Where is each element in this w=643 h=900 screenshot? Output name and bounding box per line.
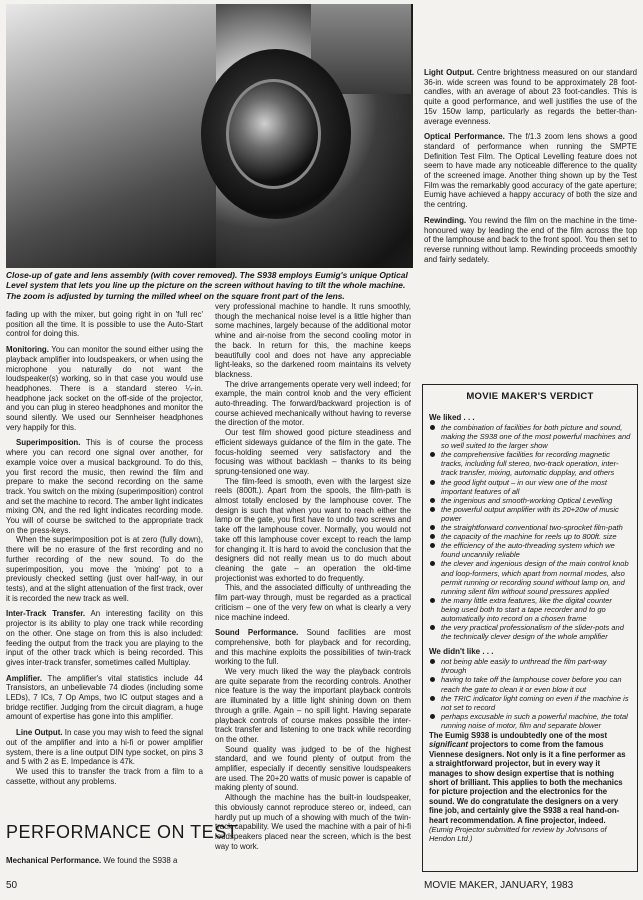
- bullet-icon: [430, 452, 435, 457]
- rewinding-paragraph: Rewinding. You rewind the film on the machine in the time-honoured way by leading the end of the film across the top of the lamphouse and back to the front spool. You then set to reverse running without lamp. Rewinding proceeds smoothly and fairly sedately.: [424, 215, 637, 264]
- liked-item: the good light output – in our view one of the most important features of all: [429, 478, 631, 496]
- col2-paragraph-5: This, and the associated difficulty of unthreading the film part-way through, must be regarded as a practical criticism – one of the very few on what is clearly a very nice machine indeed.: [215, 583, 411, 622]
- line-output-paragraph: Line Output. In case you may wish to feed the signal out of the amplifier and into a hi-fi or power amplifier system, there is a line output DIN type socket, on pins 3 and 5 with 2 as E. Impedance is 47k.: [6, 728, 203, 767]
- monitoring-paragraph: Monitoring. You can monitor the sound either using the playback amplifier into loudspeakers, or when using the microphone you naturally do not want the loudspeaker(s) working, so in that case you would use headphones. There is a standard stereo ¼-in. headphone jack socket on the off-side of the projector, and you can plug in stereo headphones and monitor the sound silently. We used our Sennheiser headphones very happily for this.: [6, 345, 203, 432]
- monitoring-heading: Monitoring.: [6, 345, 49, 355]
- bullet-icon: [430, 480, 435, 485]
- projector-photo: [6, 4, 413, 268]
- col2-paragraph-4: The film-feed is smooth, even with the largest size reels (800ft.). Apart from the spools, the film-path is almost totally enclosed by the lamphouse cover. The design is such that when you want to reach either the lamp or the gate, you first have to undo two screws and take off the lamphouse cover. Normally, you would not take off this lamphouse cover except to reach the lamp for changing it. It is hard to avoid the conclusion that the designers did not really mean us to do much about cleaning the gate – an operation the old-time projectionist was exhorted to do frequently.: [215, 476, 411, 583]
- projector-body: [6, 4, 216, 268]
- disliked-item: having to take off the lamphouse cover before you can reach the gate to clean it or even blow it out: [429, 675, 631, 693]
- liked-list: [429, 423, 631, 641]
- verdict-box: [422, 384, 638, 872]
- disliked-item: perhaps excusable in such a powerful machine, the total running noise of motor, film and separate blower: [429, 712, 631, 730]
- lens-glass: [226, 79, 321, 189]
- liked-item: the straightforward conventional two-sprocket film-path: [429, 523, 631, 532]
- intertrack-heading: Inter-Track Transfer.: [6, 609, 86, 619]
- sound-heading: Sound Performance.: [215, 628, 299, 638]
- liked-item: the very practical professionalism of the slider-pots and the technically clever design of the whole amplifier: [429, 623, 631, 641]
- intro-paragraph: fading up with the mixer, but going right in on 'full rec' position all the time. It is possible to use the Auto-Start control for doing this.: [6, 310, 203, 339]
- verdict-credit: (Eumig Projector submitted for review by Johnsons of Hendon Ltd.): [429, 825, 607, 844]
- performance-heading: PERFORMANCE ON TEST: [6, 822, 239, 842]
- col2-paragraph-7: Sound quality was judged to be of the highest standard, and we found plenty of output from the amplifier, especially if decently sensitive loudspeakers are used. The 20+20 watts of music power is capable of making plenty of sound.: [215, 744, 411, 793]
- liked-item: the efficiency of the auto-threading system which we found uncannily reliable: [429, 541, 631, 559]
- light-output-heading: Light Output.: [424, 68, 475, 77]
- light-output-paragraph: Light Output. Centre brightness measured on our standard 36-in. wide screen was found to be approximately 28 foot-candles, with an average of about 23 foot-candles. This is quite a good performance, and well justifies the use of the 15v 150w lamp, particularly as regards the better-than-average evenness.: [424, 68, 637, 126]
- line-output-paragraph-2: We used this to transfer the track from a film to a cassette, without any problems.: [6, 766, 203, 786]
- disliked-item: the TRIC indicator light coming on even if the machine is not set to record: [429, 694, 631, 712]
- liked-heading: We liked . . .: [429, 413, 475, 422]
- col2-paragraph-8: Although the machine has the built-in loudspeaker, this obviously cannot reproduce stereo or, indeed, can hardly put up much of a showing with much of the twin-track capability. We used the machine with a pair of hi-fi loudspeakers placed near the screen, which is the best way to work.: [215, 793, 411, 851]
- bullet-icon: [430, 659, 435, 664]
- amplifier-heading: Amplifier.: [6, 673, 42, 683]
- liked-item: the clever and ingenious design of the main control knob and loop-formers, which apart from normal modes, also permit running or recording sound without lamp on, and running silent film without sound pressures applied: [429, 559, 631, 595]
- bullet-icon: [430, 507, 435, 512]
- disliked-item: not being able easily to unthread the film part-way through: [429, 657, 631, 675]
- bullet-icon: [430, 525, 435, 530]
- bullet-icon: [430, 425, 435, 430]
- sound-paragraph: Sound Performance. Sound facilities are most comprehensive, both for playback and for recording, and this machine exploits the possibilities of twin-track working to the full.: [215, 628, 412, 667]
- line-output-heading: Line Output.: [16, 728, 63, 738]
- amplifier-paragraph: Amplifier. The amplifier's vital statistics include 44 Transistors, an unbelievable 74 diodes (including some LEDs), 7 ICs, 7 Op Amps, two IC output stages and a bridge rectifier. Judging from the circuit diagram, a huge amount of expertise has gone into this amplifier.: [6, 673, 203, 722]
- liked-item: the comprehensive facilities for recording magnetic tracks, including full stereo, two-track operation, inter-track transfer, mixing, automatic dupplay, and others: [429, 450, 631, 477]
- optical-heading: Optical Performance.: [424, 132, 505, 142]
- optical-paragraph: Optical Performance. The f/1.3 zoom lens shows a good standard of performance when running the SMPTE Definition Test Film. The Optical Levelling feature does not seem to have made any noticeable difference to the quality of the screened image. Another thing shown up by the Test Film was the remarkably good accuracy of the gate aperture; Eumig have achieved a happy accuracy of both the size and the centring.: [424, 132, 637, 210]
- bullet-icon: [430, 625, 435, 630]
- liked-item: the ingenious and smooth-working Optical Levelling: [429, 496, 631, 505]
- bullet-icon: [430, 561, 435, 566]
- bullet-icon: [430, 598, 435, 603]
- liked-item: the powerful output amplifier with its 20+20w of music power: [429, 505, 631, 523]
- col2-paragraph-3: Our test film showed good picture steadiness and efficient sideways guidance of the film in the gate. The focus-holding seemed very satisfactory and the focusing was without backlash – thanks to its being sprung-tensioned one way.: [215, 428, 411, 476]
- bullet-icon: [430, 677, 435, 682]
- intertrack-paragraph: Inter-Track Transfer. An interesting facility on this projector is its ability to play one track while recording on the other. One stage on from this is also included: feeding the output from the track you are playing to the input of the other track which is being recorded. This gives inter-track transfer, sometimes called Multiplay.: [6, 609, 204, 667]
- liked-item: the capacity of the machine for reels up to 800ft. size: [429, 532, 631, 541]
- bullet-icon: [430, 534, 435, 539]
- disliked-list: [429, 657, 631, 730]
- bullet-icon: [430, 498, 435, 503]
- superimposition-paragraph-2: When the superimposition pot is at zero (fully down), there will be no erasure of the first recording and no further recording of the new sound. To do the superimposition, you move the 'mixing' pot to a previously checked setting (just over half-way, in our tests), and at the slight attenuation of the first track, over it is recorded the new track as well.: [6, 535, 203, 603]
- bullet-icon: [430, 696, 435, 701]
- page-number: 50: [6, 880, 18, 891]
- column-1: [6, 310, 203, 792]
- rewinding-heading: Rewinding.: [424, 215, 467, 225]
- mechanical-heading: Mechanical Performance.: [6, 856, 102, 865]
- column-3: [424, 68, 637, 270]
- bullet-icon: [430, 543, 435, 548]
- liked-item: the many little extra features, like the digital counter being used both to start a tape recorder and to go automatically into record on a chosen frame: [429, 596, 631, 623]
- superimposition-heading: Superimposition.: [16, 438, 81, 448]
- magazine-footer: MOVIE MAKER, JANUARY, 1983: [424, 880, 574, 891]
- liked-item: the combination of facilities for both picture and sound, making the S938 one of the most powerful machines and so well suited to the larger show: [429, 423, 631, 450]
- superimposition-paragraph: Superimposition. This is of course the process where you can record one signal over another, for example voice over a musical background. To do this, you first record the music, then rewind the film and prepare to make the second recording on the same track. You switch on the mixing (superimposition) control and set the machine to record. The amber light indicates mixing ON, and the red light indicates recording mode. You will of course be switched to the appropriate track on the press-keys.: [6, 438, 203, 535]
- col2-paragraph-6: We very much liked the way the playback controls are quite separate from the recording controls. Another nice feature is the way the important playback controls are illuminated by a little light shining down on them through a grille. Again – no spill light. Having separate playback controls of course makes possible the inter-track transfer and listening to one track while recording on the other.: [215, 667, 411, 744]
- column-2: [215, 302, 411, 851]
- photo-caption: Close-up of gate and lens assembly (with cover removed). The S938 employs Eumig's unique Optical Level system that lets you line up the picture on the screen without having to tilt the whole machine. The zoom is adjusted by turning the milled wheel on the square front part of the lens.: [6, 270, 408, 301]
- verdict-title: MOVIE MAKER'S VERDICT: [466, 391, 594, 402]
- disliked-heading: We didn't like . . .: [429, 647, 494, 657]
- bullet-icon: [430, 714, 435, 719]
- col2-paragraph-1: very professional machine to handle. It runs smoothly, though the mechanical noise level is a little higher than some machines, largely because of the additional motor whine and air-noise from the second cooling motor in the back. In return for this, the machine keeps beautifully cool and does not have any appreciable light-leaks, so the darkened room maintains its velvety blackness.: [215, 302, 411, 379]
- col2-paragraph-2: The drive arrangements operate very well indeed; for example, the main control knob and the very efficient auto-threading. The forward/backward projection is of course achieved mechanically without having to reverse the direction of the motor.: [215, 379, 411, 428]
- verdict-summary: The Eumig S938 is undoubtedly one of the most significant projectors to come from the famous Viennese designers. Not only is it a fine performer as a straightforward projector, but in every way it manages to show design expertise that is nothing short of brilliant. This applies to both the mechanics for picture projection and the electronics for the sound. We do congratulate the designers on a very fine job, and certainly give the S938 a real hand-on-heart recommendation. A fine projector, indeed.: [429, 731, 626, 825]
- mechanical-paragraph: Mechanical Performance. We found the S938 a: [6, 856, 178, 865]
